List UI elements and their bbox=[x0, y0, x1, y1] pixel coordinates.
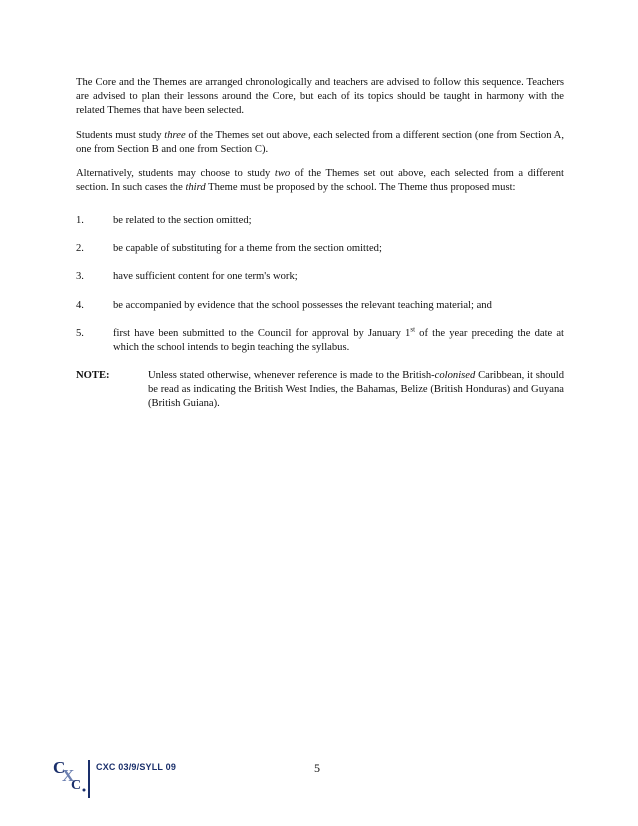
p3-emphasis-third: third bbox=[185, 182, 206, 194]
logo-letter-c2: C bbox=[71, 778, 82, 793]
p2-emphasis: three bbox=[164, 129, 186, 141]
logo-letter-x: X bbox=[62, 766, 75, 785]
p3-after: Theme must be proposed by the school. The Theme thus proposed must: bbox=[205, 182, 516, 194]
list-item bbox=[76, 327, 564, 355]
list-text-before: first have been submitted to the Council for approval by January 1 bbox=[113, 327, 411, 339]
list-number: 4. bbox=[76, 299, 84, 311]
syllabus-code: CXC 03/9/SYLL 09 bbox=[96, 762, 177, 772]
paragraph-core-themes: The Core and the Themes are arranged chronologically and teachers are advised to follow this sequence. Teachers are advised to plan their lessons around the Core, but each of its topics should be taught in harmony with the related Themes that have been selected. bbox=[76, 77, 564, 117]
list-item bbox=[76, 214, 564, 228]
superscript-st: st bbox=[410, 325, 416, 334]
list-text: be related to the section omitted; bbox=[113, 215, 252, 226]
page-footer bbox=[0, 755, 638, 815]
logo-dot bbox=[83, 789, 86, 792]
paragraph-study-three bbox=[76, 129, 564, 157]
note-block bbox=[76, 369, 564, 412]
list-text: be accompanied by evidence that the school possesses the relevant teaching material; and bbox=[113, 299, 492, 311]
list-text: be capable of substituting for a theme from the section omitted; bbox=[113, 243, 382, 255]
p2-after: of the Themes set out above, each selected from a different section (one from Section A, one from Section B and one from Section C). bbox=[76, 129, 564, 155]
intro-text bbox=[76, 76, 564, 205]
list-item bbox=[76, 270, 564, 284]
list-number: 1. bbox=[76, 215, 84, 226]
note-label: NOTE: bbox=[76, 370, 110, 381]
list-text: have sufficient content for one term's work; bbox=[113, 271, 298, 283]
list-text bbox=[113, 327, 564, 355]
list-number: 2. bbox=[76, 243, 84, 255]
p3-before: Alternatively, students may choose to study bbox=[76, 168, 275, 180]
p2-before: Students must study bbox=[76, 129, 165, 141]
list-text-after: of the year preceding the date at which the school intends to begin teaching the syllabus. bbox=[113, 327, 564, 354]
note-text bbox=[148, 369, 564, 412]
list-number: 5. bbox=[76, 327, 84, 339]
note-before: Unless stated otherwise, whenever reference is made to the British- bbox=[148, 370, 435, 381]
list-item bbox=[76, 299, 564, 313]
cxc-logo bbox=[52, 755, 88, 795]
requirements-list bbox=[76, 214, 564, 365]
page-number: 5 bbox=[314, 761, 320, 775]
list-number: 3. bbox=[76, 271, 84, 283]
note-after: Caribbean, it should be read as indicating the British West Indies, the Bahamas, Belize (British Honduras) and Guyana (British Guiana). bbox=[148, 370, 564, 410]
list-item bbox=[76, 242, 564, 256]
note-emphasis: colonised bbox=[434, 370, 476, 381]
paragraph-alternatively bbox=[76, 167, 564, 195]
p3-mid: of the Themes set out above, each selected from a different section. In such cases the bbox=[76, 168, 564, 194]
p3-emphasis-two: two bbox=[274, 168, 291, 180]
logo-letter-c1: C bbox=[53, 758, 66, 777]
footer-divider bbox=[88, 760, 90, 798]
